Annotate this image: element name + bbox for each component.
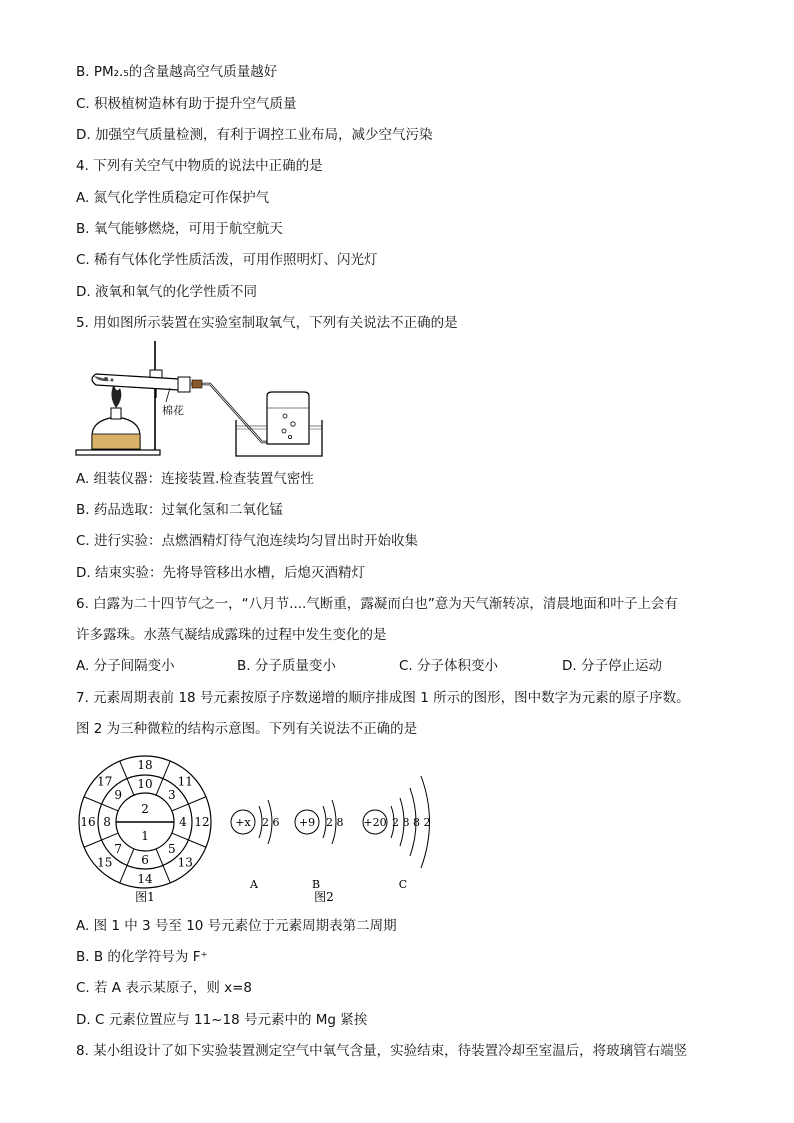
cotton-label: 棉花 [162,404,184,417]
q6-option-b: B. 分子质量变小 [237,658,336,674]
particle-a [231,800,280,891]
inner-ring-number-4: 4 [179,815,187,829]
q6-option-c: C. 分子体积变小 [399,658,499,674]
q5-option-a: A. 组装仪器：连接装置.检查装置气密性 [76,471,314,487]
particle-b-electrons: 2 8 [326,816,344,829]
q3-option-b: B. PM₂.₅的含量越高空气质量越好 [76,64,278,80]
particle-a-electrons: 2 6 [262,816,280,829]
question-6-line2: 许多露珠。水蒸气凝结成露珠的过程中发生变化的是 [76,627,387,643]
particle-c-label: C [398,878,408,891]
q7-option-c: C. 若 A 表示某原子，则 x=8 [76,980,253,996]
question-6-line1: 6. 白露为二十四节气之一，“八月节....气断重，露凝而白也”意为天气渐转凉，清晨地面和叶子上会有 [76,596,678,612]
outer-ring-number-12: 12 [194,815,210,829]
fig1-caption: 图1 [135,890,155,904]
oxygen-apparatus-figure [74,338,324,462]
periodic-wheel-figure [76,753,214,905]
q5-option-d: D. 结束实验：先将导管移出水槽，后熄灭酒精灯 [76,565,365,581]
q3-option-c: C. 积极植树造林有助于提升空气质量 [76,96,297,112]
q6-option-d: D. 分子停止运动 [562,658,662,674]
particle-c-nucleus: +20 [363,816,387,829]
q4-option-a: A. 氮气化学性质稳定可作保护气 [76,190,270,206]
q4-option-b: B. 氧气能够燃烧，可用于航空航天 [76,221,283,237]
inner-ring-number-3: 3 [168,788,176,803]
particle-c [363,776,430,891]
inner-ring-number-9: 9 [114,788,122,803]
question-8: 8. 某小组设计了如下实验装置测定空气中氧气含量，实验结束，待装置冷却至室温后，将玻璃管右端竖 [76,1043,688,1059]
particle-structure-figure [226,762,456,905]
stopper [178,377,190,392]
inner-ring-number-10: 10 [137,777,153,791]
outer-ring-number-13: 13 [177,855,193,870]
q4-option-d: D. 液氧和氧气的化学性质不同 [76,284,257,300]
test-tube [92,374,190,392]
particle-a-nucleus: +x [235,816,251,829]
q5-option-c: C. 进行实验：点燃酒精灯待气泡连续均匀冒出时开始收集 [76,533,419,549]
question-5: 5. 用如图所示装置在实验室制取氧气，下列有关说法不正确的是 [76,315,458,331]
outer-ring-number-16: 16 [80,815,96,829]
q7-option-a: A. 图 1 中 3 号至 10 号元素位于元素周期表第二周期 [76,918,397,934]
outer-ring-number-15: 15 [97,855,113,870]
particle-b-label: B [311,878,321,891]
outer-ring-number-17: 17 [97,774,113,789]
q3-option-d: D. 加强空气质量检测，有利于调控工业布局，减少空气污染 [76,127,433,143]
particle-c-electrons: 2 8 8 2 [392,816,431,829]
inner-ring-number-6: 6 [141,853,149,867]
question-4: 4. 下列有关空气中物质的说法中正确的是 [76,158,323,174]
q7-option-d: D. C 元素位置应与 11~18 号元素中的 Mg 紧挨 [76,1012,368,1028]
q6-option-a: A. 分子间隔变小 [76,658,175,674]
center-number-top: 2 [141,802,149,816]
alcohol-lamp [92,384,140,449]
center-number-bottom: 1 [141,829,149,843]
inner-ring-number-8: 8 [103,815,111,829]
question-7-line2: 图 2 为三种微粒的结构示意图。下列有关说法不正确的是 [76,721,418,737]
particle-b-nucleus: +9 [298,816,316,829]
q4-option-c: C. 稀有气体化学性质活泼，可用作照明灯、闪光灯 [76,252,378,268]
gas-collecting-bottle [267,392,309,444]
q7-option-b: B. B 的化学符号为 F⁺ [76,949,208,965]
inner-ring-number-5: 5 [168,841,176,856]
outer-ring-number-11: 11 [177,774,193,789]
inner-ring-number-7: 7 [114,841,122,856]
fig2-caption: 图2 [314,890,334,904]
particle-b [295,800,344,891]
particle-a-label: A [250,878,258,891]
outer-ring-number-18: 18 [137,758,153,772]
outer-ring-number-14: 14 [137,872,153,886]
stand-base [76,450,160,455]
q5-option-b: B. 药品选取：过氧化氢和二氧化锰 [76,502,283,518]
question-7-line1: 7. 元素周期表前 18 号元素按原子序数递增的顺序排成图 1 所示的图形，图中数字为元素的原子序数。 [76,690,690,706]
flame-icon [111,384,121,408]
